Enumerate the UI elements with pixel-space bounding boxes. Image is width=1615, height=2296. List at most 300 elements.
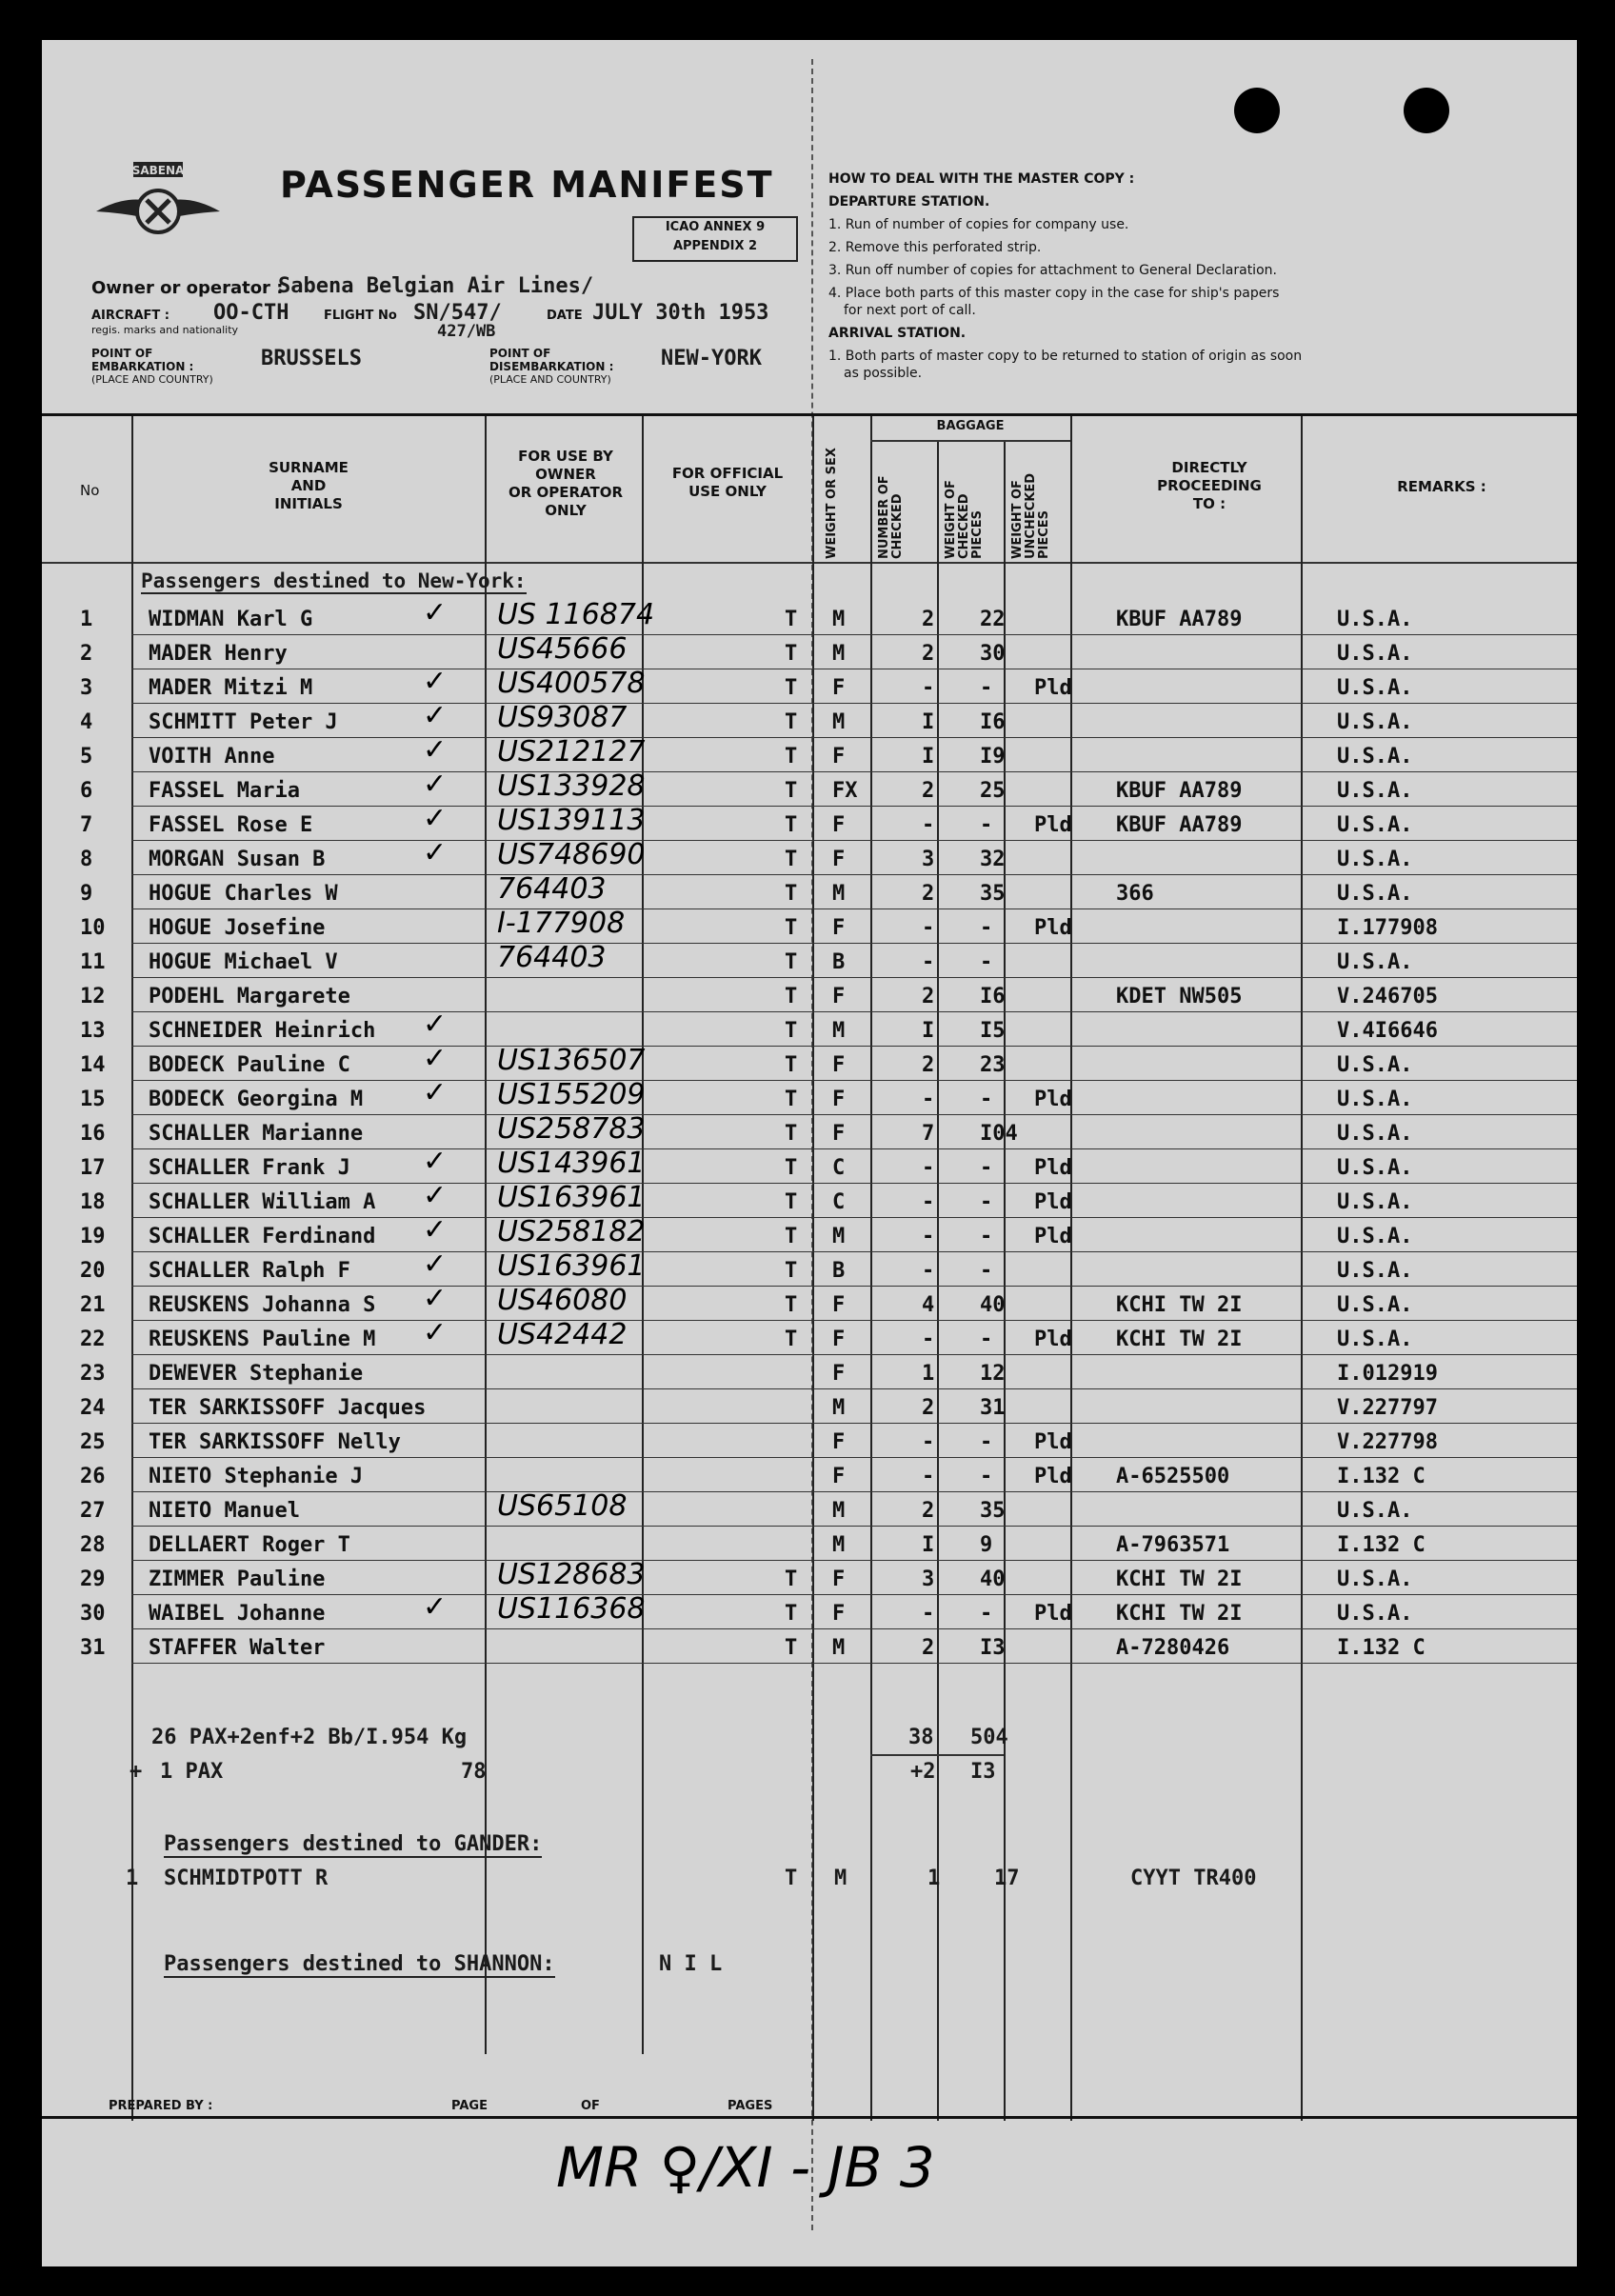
icao-box: ICAO ANNEX 9 APPENDIX 2 [632,216,798,262]
cell-wt: - [980,1430,993,1454]
instruction-line: 3. Run off number of copies for attachment to General Declaration. [828,263,1277,278]
cell-owner: 764403 [497,872,607,906]
table-row [42,981,1577,1015]
row-rule [131,1560,1577,1561]
section-shannon: Passengers destined to SHANNON: [164,1952,555,1976]
row-rule [131,1423,1577,1424]
col-weight-sex: WEIGHT OR SEX [825,448,839,559]
checkmark-icon: ✓ [423,1042,448,1075]
cell-rem: U.S.A. [1337,1293,1413,1317]
cell-wt: - [980,916,993,940]
cell-owner: US116368 [497,1592,646,1626]
cell-no: 8 [80,848,93,871]
col-checked-num: NUMBER OF CHECKED [877,475,905,559]
cell-wt: 9 [980,1533,993,1557]
gander-t: T [785,1867,798,1890]
cell-name: DELLAERT Roger T [149,1533,350,1557]
checkmark-icon: ✓ [423,699,448,732]
cell-rem: V.246705 [1337,985,1438,1008]
table-row [42,1179,1577,1221]
table-row [42,1008,1577,1049]
cell-rem: U.S.A. [1337,745,1413,769]
table-row [42,1248,1577,1289]
col-surname: SURNAME AND INITIALS [269,459,349,512]
totals-line1-wt: 504 [970,1726,1008,1749]
row-rule [131,1628,1577,1629]
cell-name: SCHNEIDER Heinrich [149,1019,376,1043]
cell-name: NIETO Manuel [149,1499,300,1523]
cell-unc: Pld [1034,1465,1072,1488]
cell-dir: A-7963571 [1116,1533,1230,1557]
cell-name: WAIBEL Johanne [149,1602,326,1626]
cell-sex: F [832,848,846,871]
cell-no: 19 [80,1225,106,1248]
cell-name: SCHALLER William A [149,1190,376,1214]
cell-num: 2 [922,1499,935,1523]
cell-wt: 35 [980,1499,1006,1523]
aircraft-value: OO-CTH [213,301,289,325]
checkmark-icon: ✓ [423,1179,448,1212]
cell-num: - [922,916,935,940]
cell-wt: I3 [980,1636,1006,1660]
cell-rem: U.S.A. [1337,882,1413,906]
cell-owner: US139113 [497,804,646,837]
cell-sex: F [832,1053,846,1077]
cell-name: REUSKENS Johanna S [149,1293,376,1317]
col-no: No [80,482,100,499]
embark-sub: (PLACE AND COUNTRY) [91,373,213,386]
checkmark-icon: ✓ [423,836,448,869]
row-rule [131,1663,1577,1664]
cell-dir: 366 [1116,882,1154,906]
cell-num: - [922,1328,935,1351]
col-remarks: REMARKS : [1397,478,1486,495]
cell-name: PODEHL Margarete [149,985,350,1008]
cell-no: 4 [80,710,93,734]
instruction-line: 1. Both parts of master copy to be returned to station of origin as soon [828,349,1303,364]
table-row [42,1392,1577,1427]
of-label: OF [581,2099,600,2113]
embark-label: POINT OF EMBARKATION : [91,347,194,373]
cell-rem: U.S.A. [1337,1088,1413,1111]
cell-owner: US45666 [497,632,628,666]
cell-num: - [922,676,935,700]
arrival-heading: ARRIVAL STATION. [828,326,967,341]
cell-sex: M [832,1499,846,1523]
totals-line2: 1 PAX [160,1760,224,1784]
cell-wt: - [980,1328,993,1351]
cell-no: 9 [80,882,93,906]
cell-rem: U.S.A. [1337,1328,1413,1351]
cell-rem: U.S.A. [1337,950,1413,974]
row-rule [131,737,1577,738]
cell-owner: US748690 [497,838,646,871]
cell-no: 18 [80,1190,106,1214]
table-row [42,1282,1577,1324]
footer-rule [42,2116,1577,2119]
cell-unc: Pld [1034,1430,1072,1454]
signature: MR ♀/XI - JB 3 [556,2135,935,2200]
cell-rem: U.S.A. [1337,1567,1413,1591]
cell-owner: I-177908 [497,907,626,940]
cell-no: 10 [80,916,106,940]
cell-t: T [785,608,798,631]
cell-sex: F [832,1362,846,1386]
table-row [42,1358,1577,1392]
totals-line2-num: +2 [910,1760,936,1784]
cell-num: I [922,1533,935,1557]
cell-no: 1 [80,608,93,631]
totals-rule [870,1754,1004,1756]
cell-rem: U.S.A. [1337,1053,1413,1077]
table-row [42,1558,1577,1598]
instructions [828,168,1302,385]
cell-num: 2 [922,1636,935,1660]
cell-wt: 32 [980,848,1006,871]
cell-unc: Pld [1034,1156,1072,1180]
cell-num: 1 [922,1362,935,1386]
cell-no: 16 [80,1122,106,1146]
row-rule [131,1388,1577,1389]
cell-num: 2 [922,882,935,906]
cell-name: SCHALLER Ferdinand [149,1225,376,1248]
cell-name: FASSEL Rose E [149,813,313,837]
cell-sex: F [832,813,846,837]
cell-name: VOITH Anne [149,745,275,769]
table-row [42,941,1577,981]
row-rule [131,943,1577,944]
cell-name: SCHALLER Ralph F [149,1259,350,1283]
row-rule [131,1320,1577,1321]
cell-no: 24 [80,1396,106,1420]
cell-rem: U.S.A. [1337,1602,1413,1626]
cell-rem: U.S.A. [1337,1499,1413,1523]
cell-dir: KCHI TW 2I [1116,1602,1243,1626]
cell-dir: KCHI TW 2I [1116,1328,1243,1351]
punch-hole [1234,88,1280,133]
cell-no: 13 [80,1019,106,1043]
cell-sex: C [832,1156,846,1180]
table-row [42,665,1577,707]
cell-owner: US42442 [497,1318,628,1351]
cell-num: 2 [922,642,935,666]
cell-wt: - [980,1259,993,1283]
cell-owner: US136507 [497,1044,646,1077]
col-checked-weight: WEIGHT OF CHECKED PIECES [944,480,985,559]
cell-t: T [785,1567,798,1591]
departure-heading: DEPARTURE STATION. [828,194,990,210]
cell-sex: M [832,1019,846,1043]
cell-t: T [785,950,798,974]
row-rule [131,908,1577,909]
instruction-line: 4. Place both parts of this master copy in the case for ship's papers [828,286,1280,301]
cell-num: 2 [922,1396,935,1420]
disembark-value: NEW-YORK [661,347,762,370]
table-row [42,1076,1577,1118]
row-rule [131,703,1577,704]
cell-t: T [785,745,798,769]
cell-sex: F [832,985,846,1008]
cell-num: 7 [922,1122,935,1146]
cell-wt: 12 [980,1362,1006,1386]
baggage-rule [870,440,1070,442]
cell-wt: - [980,1156,993,1180]
section-new-york: Passengers destined to New-York: [141,569,527,592]
cell-no: 14 [80,1053,106,1077]
row-rule [131,1114,1577,1115]
cell-unc: Pld [1034,676,1072,700]
cell-rem: U.S.A. [1337,608,1413,631]
cell-sex: M [832,1636,846,1660]
cell-wt: - [980,1602,993,1626]
aircraft-label: AIRCRAFT : [91,309,169,323]
cell-sex: FX [832,779,858,803]
cell-sex: F [832,1430,846,1454]
cell-num: - [922,1430,935,1454]
gander-name: SCHMIDTPOTT R [164,1867,329,1890]
cell-rem: U.S.A. [1337,1156,1413,1180]
cell-sex: F [832,1602,846,1626]
cell-t: T [785,642,798,666]
row-rule [131,1526,1577,1527]
totals-line1-num: 38 [908,1726,934,1749]
cell-t: T [785,1088,798,1111]
cell-t: T [785,1328,798,1351]
cell-no: 29 [80,1567,106,1591]
row-rule [131,634,1577,635]
cell-num: 2 [922,1053,935,1077]
table-row [42,1427,1577,1461]
date-label: DATE [547,309,583,323]
cell-wt: - [980,950,993,974]
page-title: PASSENGER MANIFEST [280,164,774,206]
cell-num: I [922,1019,935,1043]
cell-num: - [922,1259,935,1283]
table-row [42,596,1577,638]
date-value: JULY 30th 1953 [592,301,769,325]
cell-no: 22 [80,1328,106,1351]
checkmark-icon: ✓ [423,1008,448,1041]
cell-rem: U.S.A. [1337,1259,1413,1283]
checkmark-icon: ✓ [423,665,448,698]
cell-sex: M [832,1396,846,1420]
cell-sex: F [832,1088,846,1111]
cell-unc: Pld [1034,1602,1072,1626]
cell-unc: Pld [1034,916,1072,940]
disembark-label: POINT OF DISEMBARKATION : [489,347,614,373]
cell-t: T [785,1019,798,1043]
cell-rem: U.S.A. [1337,642,1413,666]
cell-sex: F [832,676,846,700]
cell-wt: 30 [980,642,1006,666]
cell-sex: M [832,710,846,734]
cell-no: 30 [80,1602,106,1626]
cell-num: - [922,1088,935,1111]
cell-dir: KBUF AA789 [1116,813,1243,837]
cell-t: T [785,1293,798,1317]
cell-no: 5 [80,745,93,769]
cell-name: SCHMITT Peter J [149,710,338,734]
cell-t: T [785,848,798,871]
cell-num: 3 [922,848,935,871]
cell-sex: M [832,642,846,666]
cell-wt: 40 [980,1293,1006,1317]
cell-no: 6 [80,779,93,803]
gander-num: 1 [927,1867,941,1890]
cell-dir: KBUF AA789 [1116,608,1243,631]
cell-name: HOGUE Michael V [149,950,338,974]
gander-no: 1 [126,1867,139,1890]
cell-rem: I.177908 [1337,916,1438,940]
cell-sex: F [832,1293,846,1317]
checkmark-icon: ✓ [423,596,448,629]
cell-wt: - [980,813,993,837]
cell-wt: I6 [980,710,1006,734]
winged-logo-icon [91,154,225,259]
cell-no: 15 [80,1088,106,1111]
cell-sex: C [832,1190,846,1214]
row-rule [131,1011,1577,1012]
pages-label: PAGES [728,2099,773,2113]
totals-line2-prefix: + [130,1760,143,1784]
cell-unc: Pld [1034,1328,1072,1351]
cell-unc: Pld [1034,1225,1072,1248]
cell-name: SCHALLER Frank J [149,1156,350,1180]
row-rule [131,771,1577,772]
cell-num: I [922,710,935,734]
cell-rem: U.S.A. [1337,676,1413,700]
cell-t: T [785,1259,798,1283]
col-unchecked-weight: WEIGHT OF UNCHECKED PIECES [1010,472,1051,559]
cell-name: BODECK Georgina M [149,1088,364,1111]
checkmark-icon: ✓ [423,1145,448,1178]
cell-rem: I.132 C [1337,1533,1426,1557]
cell-owner: 764403 [497,941,607,974]
row-rule [131,874,1577,875]
section-gander: Passengers destined to GANDER: [164,1832,543,1856]
cell-name: ZIMMER Pauline [149,1567,326,1591]
cell-num: 2 [922,608,935,631]
cell-dir: KCHI TW 2I [1116,1567,1243,1591]
cell-owner: US155209 [497,1078,646,1111]
row-rule [131,1046,1577,1047]
table-row [42,1489,1577,1529]
cell-rem: U.S.A. [1337,710,1413,734]
cell-sex: M [832,1225,846,1248]
cell-sex: F [832,1328,846,1351]
cell-wt: - [980,676,993,700]
cell-sex: M [832,608,846,631]
cell-sex: F [832,1122,846,1146]
cell-no: 25 [80,1430,106,1454]
instruction-line: 2. Remove this perforated strip. [828,240,1042,255]
cell-no: 31 [80,1636,106,1660]
table-row [42,872,1577,912]
checkmark-icon: ✓ [423,1248,448,1281]
table-row [42,1461,1577,1495]
cell-t: T [785,1190,798,1214]
cell-name: FASSEL Maria [149,779,300,803]
punch-hole [1404,88,1449,133]
cell-wt: 23 [980,1053,1006,1077]
cell-t: T [785,1602,798,1626]
cell-unc: Pld [1034,1190,1072,1214]
row-rule [131,1251,1577,1252]
cell-name: WIDMAN Karl G [149,608,313,631]
checkmark-icon: ✓ [423,802,448,835]
checkmark-icon: ✓ [423,1282,448,1315]
cell-rem: I.012919 [1337,1362,1438,1386]
embark-value: BRUSSELS [261,347,362,370]
header-bottom-rule [42,562,1577,564]
cell-owner: US258182 [497,1215,646,1248]
cell-dir: KBUF AA789 [1116,779,1243,803]
checkmark-icon: ✓ [423,733,448,767]
cell-no: 23 [80,1362,106,1386]
cell-name: MORGAN Susan B [149,848,326,871]
sabena-logo [91,154,225,259]
cell-owner: US133928 [497,769,646,803]
cell-num: I [922,745,935,769]
cell-num: - [922,813,935,837]
row-rule [131,1286,1577,1287]
cell-owner: US163961 [497,1181,646,1214]
cell-sex: F [832,745,846,769]
instructions-title: HOW TO DEAL WITH THE MASTER COPY : [828,171,1135,187]
cell-sex: M [832,882,846,906]
cell-rem: U.S.A. [1337,1190,1413,1214]
manifest-sheet [42,40,1577,2266]
cell-t: T [785,710,798,734]
cell-num: - [922,1465,935,1488]
cell-no: 3 [80,676,93,700]
table-row [42,802,1577,844]
cell-no: 21 [80,1293,106,1317]
cell-dir: KDET NW505 [1116,985,1243,1008]
cell-rem: I.132 C [1337,1636,1426,1660]
cell-name: HOGUE Charles W [149,882,338,906]
cell-rem: U.S.A. [1337,813,1413,837]
row-rule [131,1354,1577,1355]
cell-sex: F [832,916,846,940]
cell-t: T [785,1636,798,1660]
cell-name: NIETO Stephanie J [149,1465,364,1488]
cell-owner: US163961 [497,1249,646,1283]
table-row [42,907,1577,947]
flight-label: FLIGHT No [324,309,397,323]
cell-t: T [785,1225,798,1248]
cell-name: TER SARKISSOFF Jacques [149,1396,427,1420]
cell-unc: Pld [1034,1088,1072,1111]
cell-no: 11 [80,950,106,974]
cell-name: BODECK Pauline C [149,1053,350,1077]
row-rule [131,1148,1577,1149]
cell-t: T [785,779,798,803]
shannon-value: N I L [659,1952,723,1976]
cell-owner: US258783 [497,1112,646,1146]
cell-owner: US93087 [497,701,628,734]
cell-sex: F [832,1567,846,1591]
cell-num: - [922,950,935,974]
cell-name: TER SARKISSOFF Nelly [149,1430,401,1454]
table-row [42,632,1577,672]
cell-wt: - [980,1190,993,1214]
cell-wt: I9 [980,745,1006,769]
instruction-line: 1. Run of number of copies for company use. [828,217,1129,232]
row-rule [131,977,1577,978]
cell-num: 3 [922,1567,935,1591]
cell-num: 2 [922,779,935,803]
